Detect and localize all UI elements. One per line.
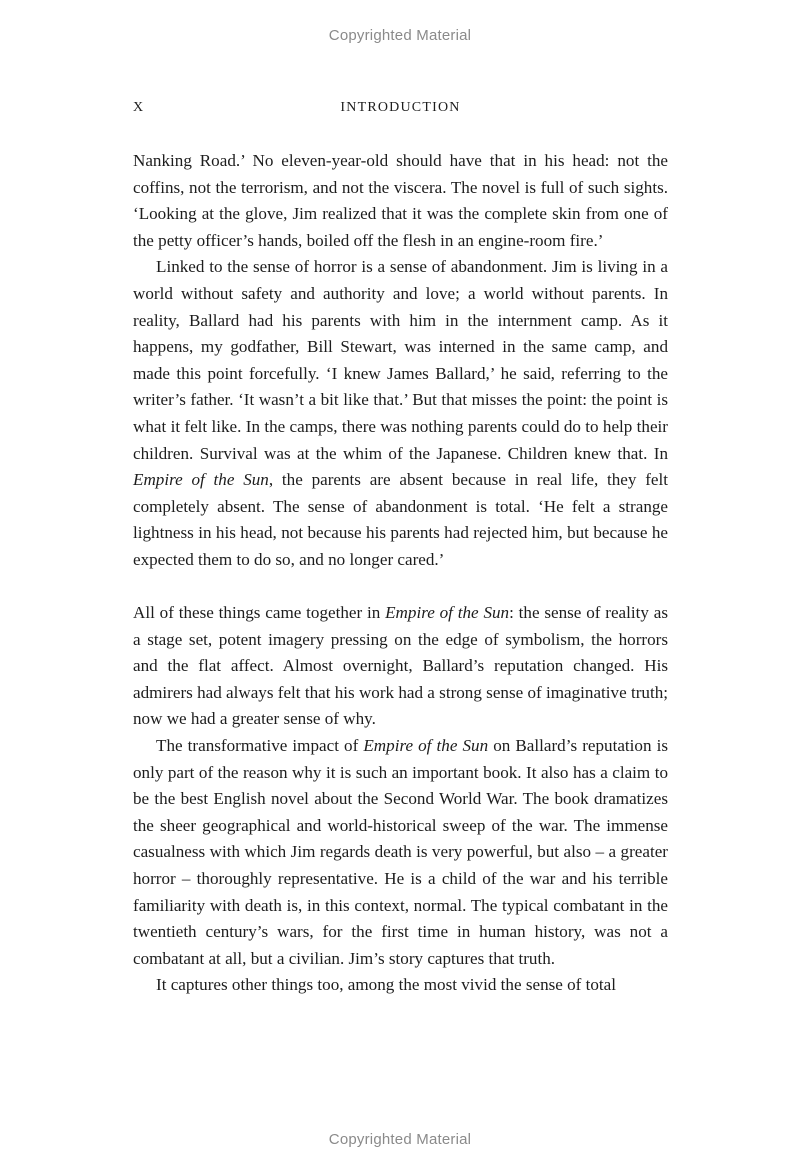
paragraph-2-text-a: Linked to the sense of horror is a sense of abandonment. Jim is living in a world without safety and authority and love; a world without parents. In reality, Ballard had his parents with him in the internment camp. As it happens, my godfather, Bill Stewart, was interned in the same camp, and made this point forcefully. ‘I knew James Ballard,’ he said, referring to the writer’s father. ‘It wasn’t a bit like that.’ But that misses the point: the point is what it felt like. In the camps, there was nothing parents could do to help their children. Survival was at the whim of the Japanese. Children knew that. In	[133, 257, 668, 463]
paragraph-5	[133, 972, 668, 999]
paragraph-2	[133, 254, 668, 573]
book-title: Empire of the Sun	[363, 736, 489, 756]
paragraph-4-text-b: on Ballard’s reputation is only part of the reason why it is such an important book. It also has a claim to be the best English novel about the Second World War. The book dramatizes the sheer geographical and world-historical sweep of the war. The immense casualness with which Jim regards death is very powerful, but also – a greater horror – thoroughly representative. He is a child of the war and his terrible familiarity with death is, in this context, normal. The typical combatant in the twentieth century’s wars, for the first time in human history, was not a combatant at all, but a civilian. Jim’s story captures that truth.	[133, 736, 669, 968]
paragraph-5-text: It captures other things too, among the most vivid the sense of total	[156, 975, 617, 995]
paragraph-3-text-a: All of these things came together in	[133, 603, 386, 623]
book-title: Empire of the Sun	[385, 603, 510, 623]
page-number: X	[133, 100, 144, 115]
paragraph-3-text-b: : the sense of reality as a stage set, potent imagery pressing on the edge of symbolism, the horrors and the flat affect. Almost overnight, Ballard’s reputation changed. His admirers had always felt that his work had a strong sense of imaginative truth; now we had a greater sense of why.	[133, 603, 668, 729]
copyright-watermark-bottom: Copyrighted Material	[328, 1131, 472, 1148]
body-text	[133, 148, 668, 999]
paragraph-3	[133, 600, 668, 733]
book-title: Empire of the Sun	[133, 470, 269, 490]
running-head	[133, 100, 668, 120]
paragraph-1	[133, 148, 668, 254]
section-title: INTRODUCTION	[340, 100, 461, 115]
copyright-watermark-top: Copyrighted Material	[328, 27, 472, 44]
paragraph-4	[133, 733, 668, 972]
paragraph-4-text-a: The transformative impact of	[156, 736, 364, 756]
paragraph-2-text-b: , the parents are absent because in real life, they felt completely absent. The sense of abandonment is total. ‘He felt a strange lightness in his head, not because his parents had rejected him, but because he expected them to do so, and no longer cared.’	[133, 470, 668, 569]
paragraph-1-text: Nanking Road.’ No eleven-year-old should have that in his head: not the coffins, not the terrorism, and not the viscera. The novel is full of such sights. ‘Looking at the glove, Jim realized that it was the complete skin from one of the petty officer’s hands, boiled off the flesh in an engine-room fire.’	[133, 151, 668, 250]
